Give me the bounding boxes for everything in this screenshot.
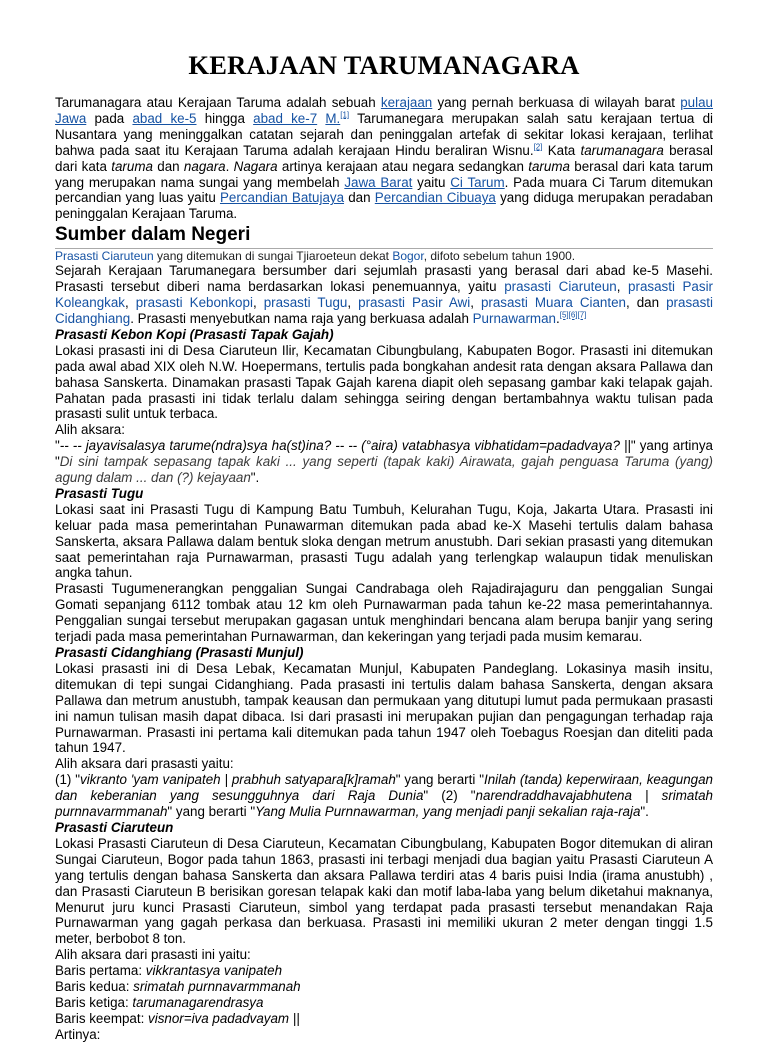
link-prasasti-tugu[interactable]: prasasti Tugu: [263, 295, 348, 311]
intro-text: dan: [152, 158, 184, 174]
paragraph-text: . Prasasti menyebutkan nama raja yang berkuasa adalah: [130, 310, 473, 326]
sources-paragraph: [55, 263, 713, 327]
link-prasasti-kebonkopi[interactable]: prasasti Kebonkopi: [135, 295, 253, 311]
link-kerajaan[interactable]: kerajaan: [380, 95, 433, 110]
separator: ,: [470, 295, 481, 311]
intro-text: yang pernah berkuasa di wilayah barat: [432, 95, 681, 110]
alih-aksara-label: Alih aksara dari prasasti yaitu:: [55, 756, 234, 772]
intro-text: artinya kerajaan atau negara sedangkan: [277, 158, 529, 174]
link-masehi[interactable]: M.: [325, 110, 341, 126]
separator: ,: [616, 279, 629, 295]
intro-text: hingga: [196, 110, 254, 126]
verse-text: vikkrantasya vanipateh: [145, 963, 283, 979]
link-ci-tarum[interactable]: Ci Tarum: [450, 174, 505, 190]
intro-text: berasal dari kata: [55, 142, 713, 174]
intro-text: yaitu: [412, 174, 451, 190]
transliteration-text: narendraddhavajabhutena | srimatah purnnavarmmanah: [55, 788, 713, 820]
intro-text: . Pada muara Ci Tarum ditemukan percandian yang luas yaitu: [55, 174, 713, 206]
intro-italic: nagara: [183, 158, 226, 174]
link-prasasti-ciaruteun-caption[interactable]: Prasasti Ciaruteun: [55, 249, 154, 264]
subheading-cidanghiang: Prasasti Cidanghiang (Prasasti Munjul): [55, 645, 304, 660]
intro-text: Kata: [542, 142, 581, 158]
caption-text: yang ditemukan di sungai Tjiaroeteun dekat: [153, 249, 393, 264]
intro-text: Tarumanagara atau Kerajaan Taruma adalah sebuah: [55, 95, 381, 110]
quote-mark: ".: [640, 804, 649, 820]
kebon-kopi-paragraph: Lokasi prasasti ini di Desa Ciaruteun Ilir, Kecamatan Cibungbulang, Kabupaten Bogor. Prasasti ini ditemukan pada awal abad XIX oleh N.W. Hoepermans, tertulis pada bongkahan andesit rata dengan aksara Pallawa dan bahasa Sanskerta. Dinamakan prasasti Tapak Gajah karena diapit oleh sepasang gambar kaki telapak gajah. Pahatan pada prasasti ini tidak terlalu dalam sehingga seiring dengan bertambahnya waktu tulisan pada prasasti sulit untuk terbaca.: [55, 342, 713, 422]
subheading-tugu: Prasasti Tugu: [55, 485, 144, 501]
intro-text: pada: [86, 110, 133, 126]
cidanghiang-transliteration: [55, 772, 713, 820]
intro-text: yang diduga merupakan peradaban peninggalan Kerajaan Taruma.: [55, 190, 713, 222]
intro-italic: Nagara: [233, 158, 278, 174]
intro-paragraph: [55, 95, 713, 222]
alih-aksara-label: Alih aksara dari prasasti ini yaitu:: [55, 947, 251, 963]
link-prasasti-pasir-koleangkak[interactable]: prasasti Pasir Koleangkak: [55, 279, 714, 311]
intro-italic: taruma: [111, 158, 153, 174]
ciaruteun-paragraph: Lokasi Prasasti Ciaruteun di Desa Ciaruteun, Kecamatan Cibungbulang, Kabupaten Bogor ditemukan di aliran Sungai Ciaruteun, Bogor pada tahun 1863, prasasti ini terbagi menjadi dua bagian yaitu Prasasti Ciaruteun A yang tertulis dengan bahasa Sanskerta dan aksara Pallawa terdiri atas 4 baris puisi India (irama anustubh) , dan Prasasti Ciaruteun B berisikan goresan telapak kaki dan motif laba-laba yang belum diketahui maknanya, Menurut juru kunci Prasasti Ciaruteun, simbol yang terdapat pada prasasti tersebut menandakan Raja Purnawarman yang gagah perkasa dan berkuasa. Prasasti ini memiliki ukuran 2 meter dengan tinggi 1.5 meter, berbobot 8 ton.: [55, 835, 713, 947]
link-bogor[interactable]: Bogor: [392, 249, 424, 264]
reference-2[interactable]: [2]: [533, 142, 543, 152]
link-prasasti-cidanghiang[interactable]: prasasti Cidanghiang: [55, 295, 713, 326]
link-abad-ke-7[interactable]: abad ke-7: [253, 110, 318, 126]
verse-text: srimatah purnnavarmmanah: [133, 979, 301, 995]
link-prasasti-ciaruteun[interactable]: prasasti Ciaruteun: [504, 279, 617, 295]
separator: ,: [124, 295, 136, 311]
verse-line: [55, 1011, 713, 1027]
verse-label: Baris ketiga:: [55, 994, 133, 1010]
reference-5-6-7[interactable]: [5][6][7]: [559, 310, 587, 320]
link-percandian-cibuaya[interactable]: Percandian Cibuaya: [374, 190, 496, 206]
link-abad-ke-5[interactable]: abad ke-5: [132, 110, 197, 126]
link-prasasti-muara-cianten[interactable]: prasasti Muara Cianten: [480, 295, 626, 311]
separator: ,: [252, 295, 264, 311]
link-pulau-jawa[interactable]: pulau Jawa: [55, 95, 713, 126]
intro-text: berasal dari kata tarum yang merupakan nama sungai yang membelah: [55, 158, 713, 190]
paragraph-text: Sejarah Kerajaan Tarumanegara bersumber dari sejumlah prasasti yang berasal dari abad ke-5 Masehi. Prasasti tersebut diberi nama berdasarkan lokasi penemuannya, yaitu: [55, 263, 713, 295]
quote-mark: ".: [250, 470, 260, 486]
tugu-paragraph-2: Prasasti Tugumenerangkan penggalian Sungai Candrabaga oleh Rajadirajaguru dan penggalian Sungai Gomati sepanjang 6112 tombak atau 12 km oleh Purnawarman pada tahun ke-22 masa pemerintahannya. Penggalian sungai tersebut merupakan gagasan untuk menghindari bencana alam berupa banjir yang sering terjadi pada masa pemerintahan Purnawarman, dan kekeringan yang terjadi pada musim kemarau.: [55, 581, 713, 645]
verse-line: [55, 963, 713, 979]
section-heading: Sumber dalam Negeri: [55, 224, 713, 249]
kebon-kopi-transliteration: [55, 438, 713, 486]
intro-italic: taruma: [528, 158, 570, 174]
tugu-paragraph-1: Lokasi saat ini Prasasti Tugu di Kampung Batu Tumbuh, Kelurahan Tugu, Koja, Jakarta Utara. Prasasti ini keluar pada masa pemerintahan Punawarman ditemukan pada abad ke-X Masehi tertulis dalam bahasa Sanskerta, aksara Pallawa dalam bentuk sloka dengan metrum anustubh. Dari sekian prasasti yang ditemukan saat pemerintahan raja Purnawarman, prasasti Tugu adalah yang terlengkap walaupun tidak menuliskan angka tahun.: [55, 501, 713, 581]
caption-text: , difoto sebelum tahun 1900.: [423, 249, 576, 264]
cidanghiang-paragraph: Lokasi prasasti ini di Desa Lebak, Kecamatan Munjul, Kabupaten Pandeglang. Lokasinya masih insitu, ditemukan di tepi sungai Cidanghiang. Pada prasasti ini tertulis dalam bahasa Sanskerta, dengan aksara Pallawa dan metrum anustubh, tampak keausan dan permukaan yang ditutupi lumut pada permukaan prasasti ini namun tulisan masih dapat dibaca. Isi dari prasasti ini merupakan pujian dan pengagungan terhadap raja Purnawarman. Prasasti ini pertama kali ditemukan pada tahun 1947 oleh Toebagus Roesjan dan diteliti pada tahun 1947.: [55, 660, 713, 756]
verse-text: visnor=iva padadvayam ||: [148, 1010, 300, 1026]
article: [55, 48, 713, 1043]
link-percandian-batujaya[interactable]: Percandian Batujaya: [219, 190, 345, 206]
link-prasasti-pasir-awi[interactable]: prasasti Pasir Awi: [358, 295, 471, 311]
page-title: KERAJAAN TARUMANAGARA: [188, 50, 580, 80]
verse-label: Baris keempat:: [55, 1010, 149, 1026]
separator: ,: [347, 295, 359, 311]
intro-italic: tarumanagara: [580, 142, 664, 158]
link-jawa-barat[interactable]: Jawa Barat: [344, 174, 413, 190]
separator: , dan: [625, 295, 667, 311]
image-caption: [55, 249, 713, 263]
quote-text: " yang berarti ": [167, 804, 256, 820]
transliteration-text: vikranto 'yam vanipateh | prabhuh satyapara[k]ramah: [80, 772, 396, 788]
quote-text: " yang artinya ": [55, 438, 713, 470]
quote-text: " yang berarti ": [395, 772, 484, 788]
reference-1[interactable]: [1]: [340, 110, 350, 120]
verse-text: tarumanagarendrasya: [132, 994, 264, 1010]
intro-text: .: [225, 158, 234, 174]
translation-text: Yang Mulia Purnnawarman, yang menjadi panji sekalian raja-raja: [255, 804, 641, 820]
verse-label: Baris kedua:: [55, 979, 134, 995]
paragraph-text: .: [555, 310, 560, 326]
verse-line: [55, 995, 713, 1011]
translation-text: Inilah (tanda) keperwiraan, keagungan dan keberanian yang sesungguhnya dari Raja Dunia: [55, 772, 714, 804]
alih-aksara-label: Alih aksara:: [55, 422, 125, 438]
subheading-ciaruteun: Prasasti Ciaruteun: [55, 819, 174, 835]
verse-line: [55, 979, 713, 995]
artinya-label: Artinya:: [55, 1026, 101, 1042]
link-purnawarman[interactable]: Purnawarman: [472, 310, 556, 326]
translation-text: Di sini tampak sepasang tapak kaki ... yang seperti (tapak kaki) Airawata, gajah penguasa Taruma (yang) agung dalam ... dan (?) kejayaan: [55, 454, 713, 486]
quote-text: (1) ": [55, 772, 81, 788]
intro-text: Tarumanegara merupakan salah satu kerajaan tertua di Nusantara yang meninggalkan catatan sejarah dan peninggalan artefak di sekitar lokasi kerajaan, terlihat bahwa pada saat itu Kerajaan Taruma adalah kerajaan Hindu beraliran Wisnu.: [55, 110, 713, 158]
subheading-kebon-kopi: Prasasti Kebon Kopi (Prasasti Tapak Gajah): [55, 326, 334, 342]
intro-text: dan: [344, 190, 375, 206]
quote-text: " (2) ": [423, 788, 476, 804]
verse-label: Baris pertama:: [55, 963, 146, 979]
quote-mark: ": [55, 438, 60, 454]
transliteration-text: -- -- jayavisalasya tarume(ndra)sya ha(st)ina? -- -- (°aira) vatabhasya vibhatidam=padadvaya? ||: [59, 438, 631, 454]
